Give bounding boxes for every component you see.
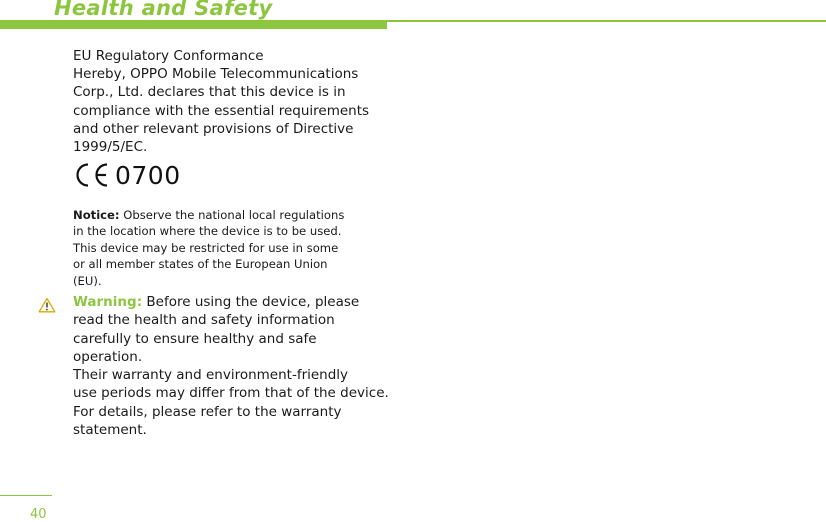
footer-rule bbox=[0, 495, 52, 496]
eu-line: Corp., Ltd. declares that this device is in bbox=[73, 84, 346, 101]
notice-line: (EU). bbox=[73, 273, 102, 288]
warning-line: For details, please refer to the warranty bbox=[73, 403, 342, 420]
eu-line: compliance with the essential requirements bbox=[73, 102, 370, 119]
ce-mark-icon bbox=[73, 161, 111, 189]
notice-line: or all member states of the European Union bbox=[73, 257, 328, 272]
eu-conformance-section bbox=[73, 47, 369, 156]
warning-label: Warning: bbox=[73, 294, 143, 310]
warning-line: carefully to ensure healthy and safe bbox=[73, 330, 317, 347]
notice-text: Observe the national local regulations bbox=[119, 208, 345, 222]
eu-line: 1999/5/EC. bbox=[73, 139, 148, 156]
warning-section bbox=[73, 293, 389, 439]
notice-line: in the location where the device is to be used. bbox=[73, 224, 342, 239]
warning-line: read the health and safety information bbox=[73, 312, 335, 329]
warning-line: Their warranty and environment-friendly bbox=[73, 367, 349, 384]
page-number: 40 bbox=[30, 507, 47, 522]
eu-line: Hereby, OPPO Mobile Telecommunications bbox=[73, 66, 359, 83]
notice-label: Notice: bbox=[73, 208, 120, 222]
warning-line: statement. bbox=[73, 422, 147, 439]
eu-line: EU Regulatory Conformance bbox=[73, 48, 264, 64]
notified-body-number: 0700 bbox=[115, 160, 181, 190]
ce-mark bbox=[73, 160, 181, 190]
warning-line: use periods may differ from that of the device. bbox=[73, 385, 389, 402]
notice-section bbox=[73, 207, 344, 289]
header-rule bbox=[387, 20, 826, 22]
warning-triangle-icon bbox=[38, 297, 56, 313]
header-accent-bar bbox=[0, 20, 387, 29]
eu-line: and other relevant provisions of Directive bbox=[73, 120, 354, 137]
page-title: Health and Safety bbox=[54, 0, 273, 20]
warning-text: Before using the device, please bbox=[142, 294, 360, 310]
warning-line: operation. bbox=[73, 348, 143, 365]
notice-line: This device may be restricted for use in some bbox=[73, 240, 339, 255]
